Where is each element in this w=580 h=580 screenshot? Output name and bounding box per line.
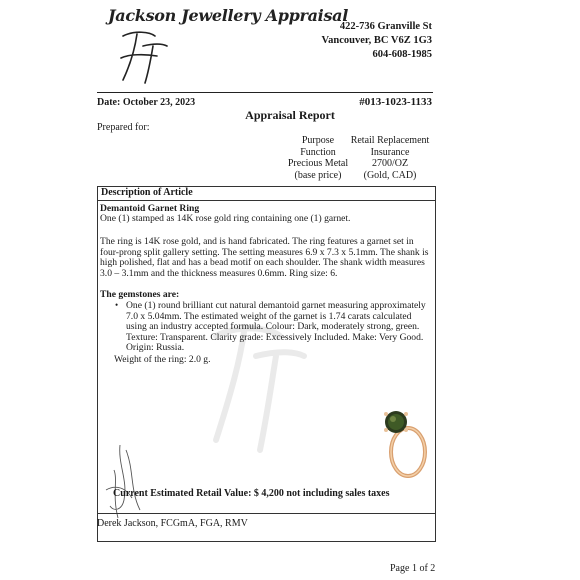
info-label-purpose: Purpose (301, 135, 335, 146)
address-line-1: 422-736 Granville St (339, 21, 432, 32)
article-summary: One (1) stamped as 14K rose gold ring containing one (1) garnet. (100, 213, 351, 224)
info-value-base: (Gold, CAD) (363, 169, 417, 181)
company-address (322, 20, 432, 62)
report-number: #013-1023-1133 (359, 96, 432, 108)
info-label-function: Function (300, 146, 336, 158)
report-title: Appraisal Report (245, 108, 335, 122)
article-description: The ring is 14K rose gold, and is hand fabricated. The ring features a garnet set in four-prong split gallery setting. The setting measures 6.9 x 7.3 x 5.1mm. The shank is high polished, flat and has a bead motif on each shoulder. The shank width measures 3.0 – 3.1mm and the thickness measures 0.6mm. Ring size: 6. (100, 236, 429, 279)
retail-value (113, 488, 390, 499)
prepared-for-label: Prepared for: (97, 122, 150, 133)
report-date: Date: October 23, 2023 (97, 97, 196, 108)
logo-monogram-icon (115, 28, 175, 88)
description-header-label: Description of Article (101, 187, 193, 198)
info-value-purpose: Retail Replacement (350, 135, 430, 146)
address-line-2: Vancouver, BC V6Z 1G3 (321, 35, 432, 46)
phone-number: 604-608-1985 (372, 49, 432, 60)
bullet-icon: • (115, 300, 119, 310)
info-value-function: Insurance (370, 146, 410, 158)
info-value-metal: 2700/OZ (371, 158, 409, 169)
gemstones-heading: The gemstones are: (100, 289, 180, 300)
signer-name: Derek Jackson, FCGmA, FGA, RMV (97, 518, 248, 529)
header-divider (97, 92, 433, 93)
retail-value-label: Current Estimated Retail Value: (113, 488, 252, 499)
info-values (350, 135, 430, 181)
gemstone-description: One (1) round brilliant cut natural demantoid garnet measuring approximately 7.0 x 5.04mm. The estimated weight of the garnet is 1.74 carats calculated using an industry accepted formula. Colour: Dark, moderately strong, green. Texture: Transparent. Clarity grade: Excessively Included. Make: Very Good. Origin: Russia. (126, 300, 426, 353)
retail-value-amount: $ 4,200 not including sales taxes (253, 488, 390, 499)
ring-weight: Weight of the ring: 2.0 g. (114, 354, 211, 365)
ring-photo (372, 400, 432, 485)
info-label-metal: Precious Metal (287, 158, 349, 169)
company-name: Jackson Jewellery Appraisal (108, 6, 349, 25)
info-label-base: (base price) (294, 169, 342, 181)
page-number: Page 1 of 2 (390, 563, 436, 574)
description-header (97, 186, 436, 201)
signature-line (97, 513, 436, 514)
article-name: Demantoid Garnet Ring (100, 203, 200, 214)
